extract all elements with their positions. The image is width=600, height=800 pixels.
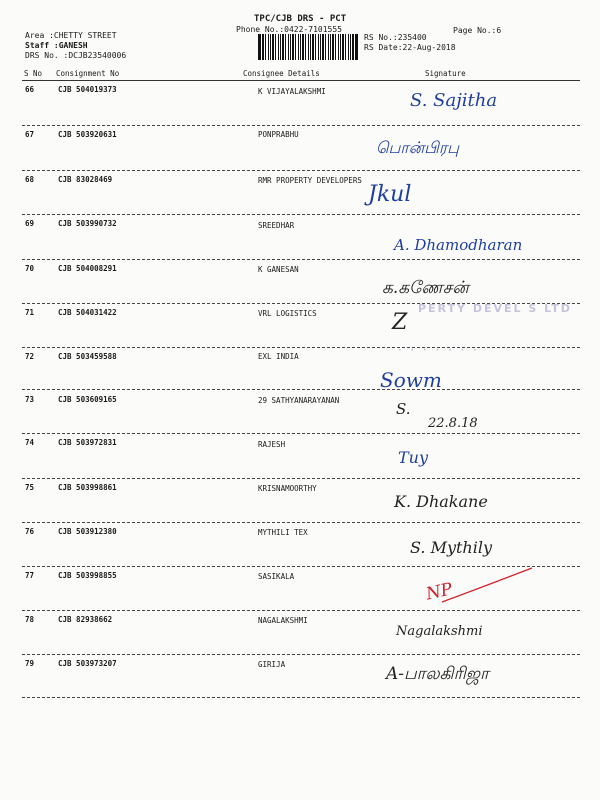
area-label: Area :CHETTY STREET (25, 31, 117, 40)
row-divider (22, 433, 580, 434)
phone-number: Phone No.:0422-7101555 (236, 25, 342, 34)
header-divider (22, 80, 580, 81)
row-68-consignment: CJB 83028469 (58, 175, 113, 184)
document-title: TPC/CJB DRS - PCT (254, 14, 347, 24)
row-divider (22, 697, 580, 698)
signature-73-date: 22.8.18 (428, 416, 478, 431)
row-divider (22, 214, 580, 215)
row-78-consignee: NAGALAKSHMI (258, 616, 308, 625)
row-divider (22, 389, 580, 390)
rs-date: RS Date:22-Aug-2018 (364, 43, 456, 52)
signature-72: Sowm (380, 368, 442, 392)
row-72-consignment: CJB 503459588 (58, 352, 117, 361)
row-divider (22, 478, 580, 479)
row-76-s-no: 76 (25, 527, 35, 536)
row-73-consignee: 29 SATHYANARAYANAN (258, 396, 340, 405)
rs-number: RS No.:235400 (364, 33, 427, 42)
row-77-s-no: 77 (25, 571, 35, 580)
row-66-consignee: K VIJAYALAKSHMI (258, 87, 326, 96)
row-79-consignment: CJB 503973207 (58, 659, 117, 668)
row-79-s-no: 79 (25, 659, 35, 668)
signature-76: S. Mythily (410, 538, 492, 557)
barcode (258, 34, 358, 60)
row-77-consignment: CJB 503998855 (58, 571, 117, 580)
red-strike-mark (440, 566, 536, 606)
row-69-s-no: 69 (25, 219, 35, 228)
row-divider (22, 170, 580, 171)
signature-67: பொன்பிரபு (376, 138, 459, 157)
signature-79: A-பாலகிரிஜா (386, 664, 489, 684)
signature-78: Nagalakshmi (396, 624, 483, 639)
signature-70: க.கணேசன் (382, 278, 469, 298)
row-73-s-no: 73 (25, 395, 35, 404)
signature-69: A. Dhamodharan (394, 236, 523, 254)
row-75-s-no: 75 (25, 483, 35, 492)
column-header-consignee-details: Consignee Details (243, 69, 320, 78)
staff-label: Staff :GANESH (25, 41, 88, 50)
row-70-consignee: K GANESAN (258, 265, 299, 274)
column-header-consignment-no: Consignment No (56, 69, 120, 78)
stamp-impression: · · · · · · · (398, 346, 480, 356)
row-divider (22, 347, 580, 348)
row-74-consignment: CJB 503972831 (58, 438, 117, 447)
row-76-consignee: MYTHILI TEX (258, 528, 308, 537)
row-70-s-no: 70 (25, 264, 35, 273)
signature-75: K. Dhakane (394, 492, 488, 511)
page-number: Page No.:6 (453, 26, 502, 35)
row-72-s-no: 72 (25, 352, 35, 361)
row-67-consignee: PONPRABHU (258, 130, 299, 139)
signature-71: Z (392, 310, 408, 335)
column-header-s-no: S No (24, 69, 43, 78)
row-66-consignment: CJB 504019373 (58, 85, 117, 94)
column-header-signature: Signature (425, 69, 466, 78)
row-71-consignee: VRL LOGISTICS (258, 309, 317, 318)
signature-74: Tuy (398, 448, 429, 467)
row-69-consignee: SREEDHAR (258, 221, 295, 230)
row-69-consignment: CJB 503990732 (58, 219, 117, 228)
row-79-consignee: GIRIJA (258, 660, 286, 669)
row-73-consignment: CJB 503609165 (58, 395, 117, 404)
row-66-s-no: 66 (25, 85, 35, 94)
row-76-consignment: CJB 503912380 (58, 527, 117, 536)
row-divider (22, 654, 580, 655)
row-71-consignment: CJB 504031422 (58, 308, 117, 317)
stamp-impression: PERTY DEVEL S LTD (418, 302, 572, 315)
drs-number: DRS No. :DCJB23540006 (25, 51, 127, 60)
signature-73: S. (396, 400, 411, 418)
row-78-s-no: 78 (25, 615, 35, 624)
signature-66: S. Sajitha (410, 90, 498, 111)
row-divider (22, 522, 580, 523)
row-74-consignee: RAJESH (258, 440, 286, 449)
row-67-consignment: CJB 503920631 (58, 130, 117, 139)
row-70-consignment: CJB 504008291 (58, 264, 117, 273)
row-75-consignee: KRISNAMOORTHY (258, 484, 317, 493)
row-68-consignee: RMR PROPERTY DEVELOPERS (258, 176, 362, 185)
row-75-consignment: CJB 503998861 (58, 483, 117, 492)
row-72-consignee: EXL INDIA (258, 352, 299, 361)
row-74-s-no: 74 (25, 438, 35, 447)
row-77-consignee: SASIKALA (258, 572, 295, 581)
signature-68: Jkul (368, 182, 412, 207)
row-divider (22, 125, 580, 126)
row-71-s-no: 71 (25, 308, 35, 317)
row-67-s-no: 67 (25, 130, 35, 139)
row-68-s-no: 68 (25, 175, 35, 184)
row-78-consignment: CJB 82938662 (58, 615, 113, 624)
signature-77: NP (424, 579, 455, 605)
row-divider (22, 610, 580, 611)
row-divider (22, 259, 580, 260)
